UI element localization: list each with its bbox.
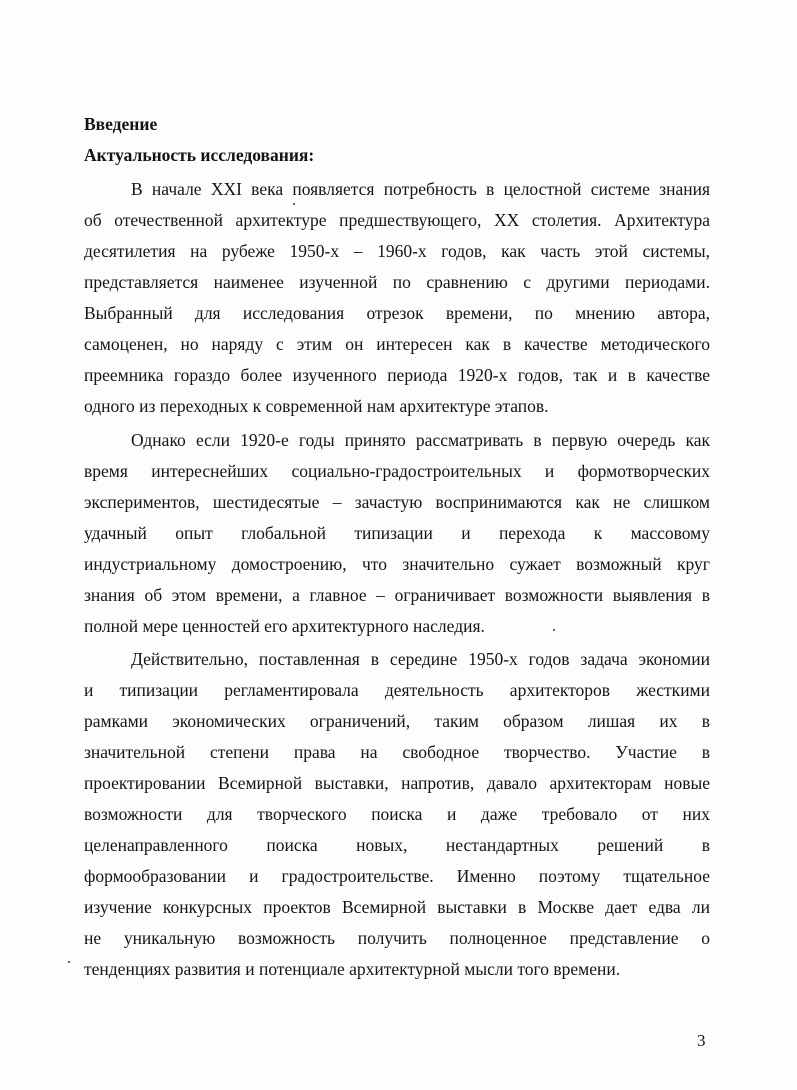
text-line: экспериментов, шестидесятые – зачастую воспринимаются как не слишком — [84, 492, 710, 512]
text-line: одного из переходных к современной нам архитектуре этапов. — [84, 396, 549, 416]
text-line: изучение конкурсных проектов Всемирной выставки в Москве дает едва ли — [84, 897, 710, 917]
text-line: не уникальную возможность получить полноценное представление о — [84, 928, 710, 948]
text-line: тенденциях развития и потенциале архитектурной мысли того времени. — [84, 959, 621, 979]
text-line: и типизации регламентировала деятельность архитекторов жесткими — [84, 680, 710, 700]
text-line: целенаправленного поиска новых, нестандартных решений в — [84, 835, 710, 855]
text-line: проектировании Всемирной выставки, напротив, давало архитекторам новые — [84, 773, 710, 793]
text-line: десятилетия на рубеже 1950-х – 1960-х годов, как часть этой системы, — [84, 241, 710, 261]
text-line: Выбранный для исследования отрезок времени, по мнению автора, — [84, 303, 710, 323]
text-line: время интереснейших социально-градостроительных и формотворческих — [84, 461, 710, 481]
text-line: возможности для творческого поиска и даже требовало от них — [84, 804, 710, 824]
scan-speck — [293, 203, 295, 205]
text-line: В начале XXI века появляется потребность в целостной системе знания — [131, 179, 710, 199]
text-line: удачный опыт глобальной типизации и перехода к массовому — [84, 523, 710, 543]
text-line: Однако если 1920-е годы принято рассматривать в первую очередь как — [131, 430, 710, 450]
text-line: полной мере ценностей его архитектурного наследия. — [84, 616, 485, 636]
text-line: преемника гораздо более изученного периода 1920-х годов, так и в качестве — [84, 365, 710, 385]
text-line: знания об этом времени, а главное – ограничивает возможности выявления в — [84, 585, 710, 605]
section-heading: Введение — [84, 114, 158, 134]
scan-speck — [553, 629, 555, 631]
text-line: формообразовании и градостроительстве. Именно поэтому тщательное — [84, 866, 710, 886]
text-line: представляется наименее изученной по сравнению с другими периодами. — [84, 272, 710, 292]
subsection-heading: Актуальность исследования: — [84, 145, 315, 165]
text-line: самоценен, но наряду с этим он интересен как в качестве методического — [84, 334, 710, 354]
text-line: Действительно, поставленная в середине 1950-х годов задача экономии — [131, 649, 710, 669]
page-number: 3 — [697, 1031, 706, 1050]
text-line: значительной степени права на свободное творчество. Участие в — [84, 742, 710, 762]
text-line: об отечественной архитектуре предшествующего, XX столетия. Архитектура — [84, 210, 710, 230]
text-line: индустриальному домостроению, что значительно сужает возможный круг — [84, 554, 710, 574]
scan-speck — [68, 961, 70, 963]
text-line: рамками экономических ограничений, таким образом лишая их в — [84, 711, 710, 731]
